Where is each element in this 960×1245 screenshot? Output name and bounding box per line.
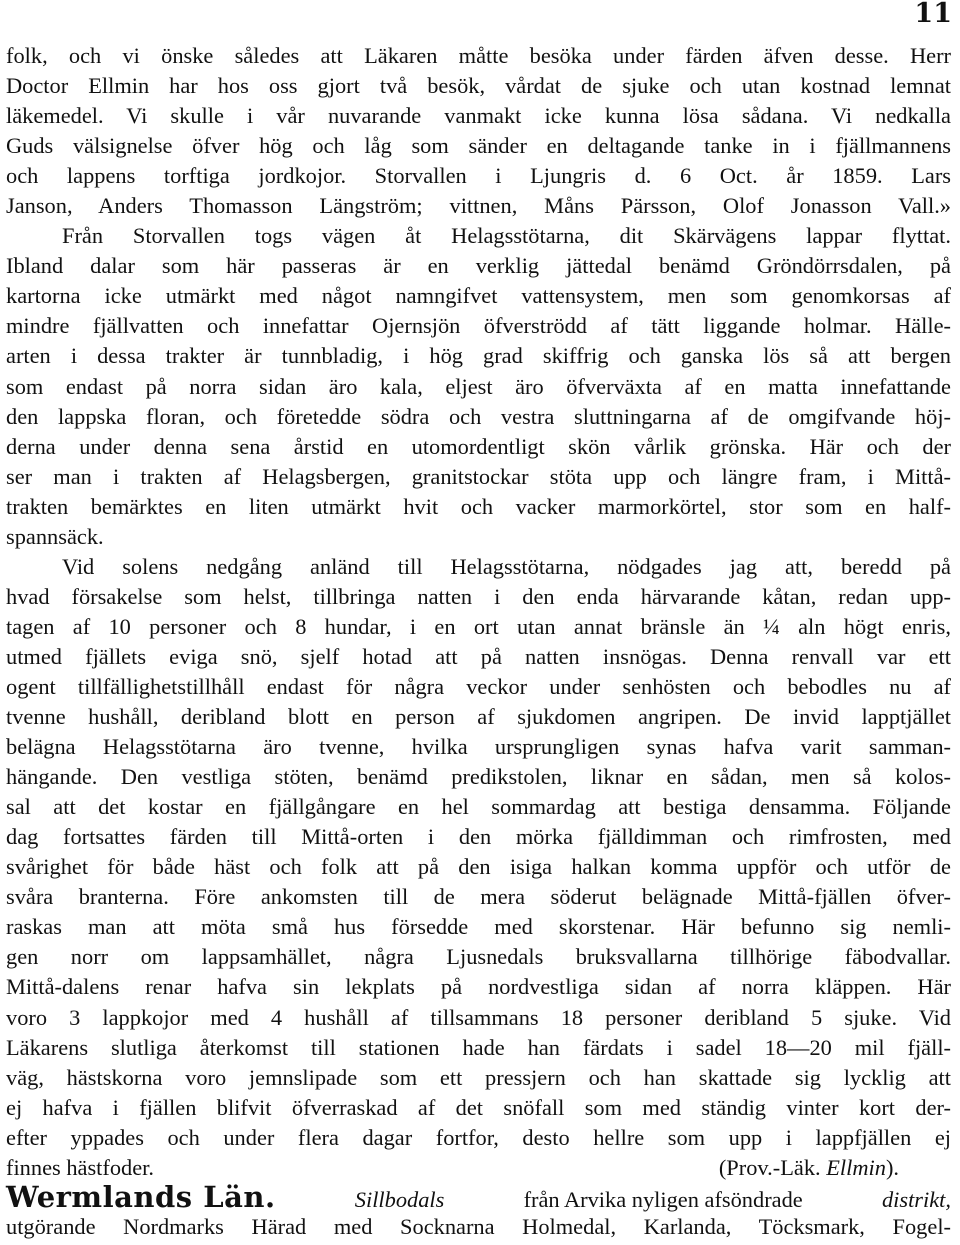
- text-line: Från Storvallen togs vägen åt Helagsstötarna, dit Skärvägens lappar flyttat.: [62, 223, 951, 249]
- text-line: Läkarens slutliga återkomst till stationen hade han färdats i sadel 18—20 mil fjäll-: [6, 1034, 951, 1060]
- text-line: Vid solens nedgång anländ till Helagsstötarna, nödgades jag att, beredd på: [62, 553, 951, 579]
- text-line: [6, 1153, 951, 1183]
- text-line: belägna Helagsstötarna äro tvenne, hvilka ursprungligen synas hafva varit samman-: [6, 734, 951, 760]
- text-line: väg, hästskorna voro jemnslipade som ett pressjern och han skattade sig lycklig att: [6, 1064, 951, 1090]
- text-line: utmed fjällets eviga snö, sjelf hotad att på natten insnögas. Denna renvall var ett: [6, 643, 951, 669]
- text-line: svåra branterna. Före ankomsten till de mera söderut belägnade Mittå-fjällen öfver-: [6, 884, 951, 910]
- section-heading-place: Sillbodals: [354, 1187, 445, 1212]
- text-line: ej hafva i fjällen blifvit öfverraskad af det snöfall som med ständig vinter kort der-: [6, 1094, 951, 1120]
- text-line: Doctor Ellmin har hos oss gjort två besök, vårdat de sjuke och utan kostnad lemnat: [6, 73, 951, 99]
- text-line: raskas man att möta små hus försedde med skorstenar. Här befunno sig nemli-: [6, 914, 951, 940]
- text-line: dag fortsattes färden till Mittå-orten i den mörka fjälldimman och rimfrosten, med: [6, 824, 951, 850]
- signature: [719, 1153, 951, 1183]
- text-line: den lappska floran, och företedde södra och vestra sluttningarna af de omgifvande höj-: [6, 403, 951, 429]
- text-line: läkemedel. Vi skulle i vår nuvarande vanmakt icke kunna lösa sådana. Vi nedkalla: [6, 103, 951, 129]
- text-line: Guds välsignelse öfver hög och låg som sänder en deltagande tanke in i fjällmannens: [6, 133, 951, 159]
- signature-suffix: ).: [885, 1154, 899, 1180]
- text-line: trakten bemärktes en liten utmärkt hvit och vacker marmorkörtel, stor som en half-: [6, 493, 951, 519]
- page-number: 11: [914, 0, 952, 29]
- text-line: tvenne hushåll, deribland blott en person af sjukdomen angripen. De invid lapptjället: [6, 704, 951, 730]
- text-line: voro 3 lappkojor med 4 hushåll af tillsammans 18 personer deribland 5 sjuke. Vid: [6, 1004, 951, 1030]
- text-line: hängande. Den vestliga stöten, benämd predikstolen, liknar en sådan, men så kolos-: [6, 764, 951, 790]
- text-line: gen norr om lappsamhället, några Ljusnedals bruksvallarna tillhörige fäbodvallar.: [6, 944, 951, 970]
- signature-name: Ellmin: [826, 1154, 886, 1180]
- text-line: sal att det kostar en fjällgångare en hel sommardag att bestiga densamma. Följande: [6, 794, 951, 820]
- body-text: [6, 41, 951, 1183]
- text-line: kartorna icke utmärkt med något namngifvet vattensystem, men som genomkorsas af: [6, 283, 951, 309]
- text-line: ogent tillfällighetstillhåll endast för några veckor under senhösten och bebodles nu af: [6, 673, 951, 699]
- text-line: Ibland dalar som här passeras är en verklig jättedal benämd Gröndörrsdalen, på: [6, 253, 951, 279]
- final-text: [6, 1212, 951, 1242]
- section-heading-word: distrikt,: [881, 1187, 951, 1212]
- signature-prefix: (Prov.-Läk.: [718, 1154, 827, 1180]
- text-line: som endast på norra sidan äro kala, eljest äro öfverväxta af en matta innefattande: [6, 373, 951, 399]
- text-line: efter yppades och under flera dagar fortfor, desto hellre som upp i lappfjällen ej: [6, 1124, 951, 1150]
- text-line: hvad försakelse som helst, tillbringa natten i den enda härvarande kåtan, redan upp-: [6, 583, 951, 609]
- text-line: folk, och vi önske således att Läkaren måtte besöka under färden äfven desse. Herr: [6, 43, 951, 68]
- section-heading-line: [6, 1180, 951, 1216]
- text-line: utgörande Nordmarks Härad med Socknarna Holmedal, Karlanda, Töcksmark, Fogel-: [6, 1214, 951, 1239]
- section-heading-title: Wermlands Län.: [6, 1180, 276, 1214]
- text-line: Mittå-dalens renar hafva sin lekplats på nordvestliga sidan af norra kläppen. Här: [6, 974, 951, 1000]
- text-line: spannsäck.: [6, 523, 104, 549]
- text-line: svårighet för både häst och folk att på den isiga halkan komma uppför och utför de: [6, 854, 951, 880]
- text-line-end: finnes hästfoder.: [6, 1154, 154, 1180]
- text-line: ser man i trakten af Helagsbergen, granitstockar stöta upp och längre fram, i Mittå-: [6, 463, 951, 489]
- text-line: Janson, Anders Thomasson Längström; vittnen, Måns Pärsson, Olof Jonasson Vall.»: [6, 193, 951, 219]
- text-line: och lappens torftiga jordkojor. Storvallen i Ljungris d. 6 Oct. år 1859. Lars: [6, 163, 951, 189]
- text-line: arten i dessa trakter är tunnbladig, i hög grad skiffrig och ganska lös så att bergen: [6, 343, 951, 369]
- text-line: mindre fjällvatten och innefattar Ojernsjön öfverströdd af tätt liggande holmar. Hälle-: [6, 313, 951, 339]
- section-heading-mid: från Arvika nyligen afsöndrade: [523, 1187, 803, 1212]
- text-line: derna under denna sena årstid en utomordentligt skön vårlik grönska. Här och der: [6, 433, 951, 459]
- text-line: tagen af 10 personer och 8 hundar, i en ort utan annat bränsle än ¼ aln högt enris,: [6, 613, 951, 639]
